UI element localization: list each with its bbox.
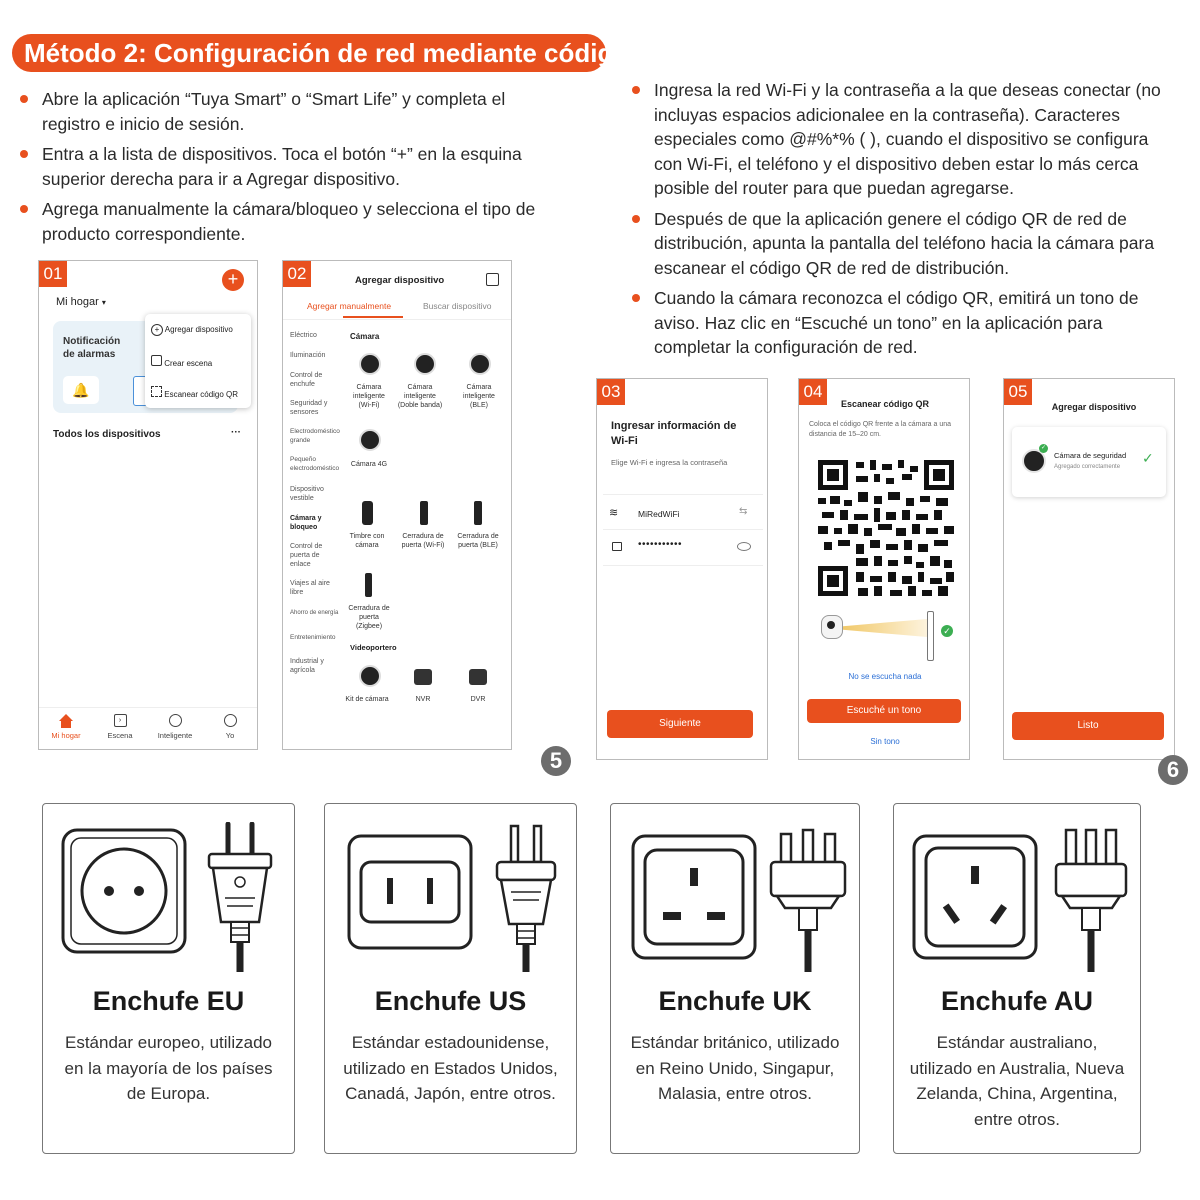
device-name: Cámara de seguridad: [1054, 451, 1127, 460]
add-menu-popup: [145, 314, 251, 408]
scan-beam: [843, 619, 927, 637]
step-badge: 02: [283, 261, 311, 287]
bottom-tab-bar: [39, 707, 257, 750]
scene-tab-icon: ›: [114, 714, 127, 727]
lock-icon[interactable]: [474, 501, 482, 525]
lock-icon: [612, 542, 622, 551]
category-item[interactable]: Dispositivo vestible: [290, 486, 324, 502]
section-video-title: Videoportero: [350, 643, 397, 652]
category-item[interactable]: Control de puerta de enlace: [290, 543, 323, 568]
right-instructions: [630, 78, 1170, 366]
added-device-card: [1012, 427, 1166, 497]
camera-icon[interactable]: [414, 353, 436, 375]
category-item[interactable]: Electrodoméstico grande: [290, 428, 340, 444]
eu-socket-illustration: [59, 826, 189, 956]
device-label: Cámara inteligente (BLE): [463, 384, 495, 409]
switch-network-icon[interactable]: ⇆: [739, 506, 748, 517]
step-badge: 01: [39, 261, 67, 287]
plus-circle-icon: +: [151, 324, 163, 336]
category-item[interactable]: Seguridad y sensores: [290, 400, 328, 416]
nvr-icon[interactable]: [414, 669, 432, 685]
device-label: Cerradura de puerta (BLE): [457, 533, 499, 549]
uk-socket-illustration: [629, 832, 759, 962]
scan-icon: [151, 386, 162, 397]
next-button[interactable]: Siguiente: [607, 710, 753, 738]
plug-description: Estándar australiano, utilizado en Australia, Nueva Zelanda, China, Argentina, entre otros.: [909, 1033, 1125, 1129]
device-label: Cámara inteligente (Doble banda): [397, 384, 443, 409]
category-item[interactable]: Pequeño electrodoméstico: [290, 456, 340, 472]
plug-description: Estándar británico, utilizado en Reino Unido, Singapur, Malasia, entre otros.: [630, 1033, 840, 1103]
category-item[interactable]: Control de enchufe: [290, 372, 323, 388]
device-label: Cerradura de puerta (Wi-Fi): [401, 533, 445, 549]
divider: [603, 494, 763, 495]
tab-scene[interactable]: › Escena: [95, 714, 145, 741]
plug-title: Enchufe UK: [658, 986, 812, 1016]
wifi-icon: ≋: [609, 507, 619, 519]
phone-screen-03: [596, 378, 768, 760]
category-item[interactable]: Viajes al aire libre: [290, 580, 330, 596]
camera-icon[interactable]: [359, 353, 381, 375]
instruction-item: Abre la aplicación “Tuya Smart” o “Smart Life” y completa el registro e inicio de sesión.: [18, 87, 558, 136]
bell-icon[interactable]: 🔔: [63, 376, 99, 404]
device-label: Cerradura de puerta (Zigbee): [348, 605, 390, 630]
tab-me[interactable]: Yo: [205, 714, 255, 741]
scene-icon: [151, 355, 162, 366]
home-selector[interactable]: [56, 296, 106, 308]
tab-smart[interactable]: Inteligente: [150, 714, 200, 741]
tab-underline: [343, 316, 403, 318]
smart-icon: [169, 714, 182, 727]
device-label: DVR: [470, 696, 486, 703]
menu-item-scan-qr[interactable]: Escanear código QR: [151, 386, 251, 399]
home-label: Mi hogar: [56, 296, 99, 308]
section-title: Método 2: Configuración de red mediante código QR: [12, 34, 606, 72]
plug-title: Enchufe US: [374, 986, 527, 1016]
tab-add-manually[interactable]: Agregar manualmente: [307, 301, 392, 311]
divider: [603, 529, 763, 530]
instruction-item: Agrega manualmente la cámara/bloqueo y selecciona el tipo de producto correspondiente.: [18, 197, 558, 246]
instruction-item: Cuando la cámara reconozca el código QR, emitirá un tono de aviso. Haz clic en “Escuché un tono” en la aplicación para completar la configuración de red.: [630, 286, 1170, 360]
chevron-down-icon: ▾: [101, 298, 106, 307]
phone-outline-icon: [927, 611, 934, 661]
all-devices-label: Todos los dispositivos: [53, 429, 161, 440]
plus-button[interactable]: +: [222, 269, 244, 291]
no-tone-link[interactable]: Sin tono: [870, 737, 900, 746]
category-item[interactable]: Eléctrico: [290, 332, 317, 339]
uk-plug-illustration: [767, 828, 849, 972]
screen-title: Escanear código QR: [840, 399, 930, 409]
phone-screen-05: [1003, 378, 1175, 760]
screen-title: Agregar dispositivo: [355, 275, 445, 286]
menu-item-add-device[interactable]: + Agregar dispositivo: [151, 324, 251, 336]
eye-icon[interactable]: [737, 542, 751, 551]
us-socket-illustration: [345, 832, 475, 952]
device-label: NVR: [415, 696, 431, 703]
tab-search-device[interactable]: Buscar dispositivo: [423, 301, 492, 311]
home-icon-body: [61, 721, 71, 728]
step-number: 6: [1158, 755, 1188, 785]
au-socket-illustration: [910, 832, 1040, 962]
success-check-icon: ✓: [1142, 450, 1154, 466]
screen-subtitle: Elige Wi-Fi e ingresa la contraseña: [611, 458, 728, 467]
qr-code: [816, 458, 956, 598]
scan-icon[interactable]: [486, 273, 499, 286]
menu-item-create-scene[interactable]: Crear escena: [151, 355, 251, 368]
camera-lens-icon: [827, 621, 835, 629]
screen-title: Agregar dispositivo: [1051, 402, 1137, 412]
phone-screen-02: [282, 260, 512, 750]
dvr-icon[interactable]: [469, 669, 487, 685]
device-label: Cámara inteligente (Wi-Fi): [353, 384, 385, 409]
category-item[interactable]: Iluminación: [290, 352, 326, 359]
screen-title: Ingresar información de Wi-Fi: [611, 420, 737, 447]
category-item-selected[interactable]: Cámara y bloqueo: [290, 515, 322, 531]
plug-title: Enchufe EU: [92, 986, 245, 1016]
done-button[interactable]: Listo: [1012, 712, 1164, 740]
device-label: Kit de cámara: [345, 696, 389, 703]
scan-instruction: Coloca el código QR frente a la cámara a una distancia de 15–20 cm.: [809, 421, 952, 438]
instruction-item: Entra a la lista de dispositivos. Toca el botón “+” en la esquina superior derecha para ir a Agregar dispositivo.: [18, 142, 558, 191]
instruction-item: Después de que la aplicación genere el código QR de red de distribución, apunta la pantalla del teléfono hacia la cámara para escanear el código QR de red de distribución.: [630, 207, 1170, 281]
us-plug-illustration: [491, 824, 561, 972]
doorbell-icon[interactable]: [362, 501, 373, 525]
password-field[interactable]: •••••••••••: [638, 539, 683, 550]
plug-card-au: [893, 803, 1141, 1154]
au-plug-illustration: [1052, 828, 1130, 972]
divider: [603, 565, 763, 566]
step-number: 5: [541, 746, 571, 776]
check-circle-icon: ✓: [941, 625, 953, 637]
step-badge: 03: [597, 379, 625, 405]
left-instructions: [18, 87, 558, 252]
home-icon: [59, 714, 73, 721]
eu-plug-illustration: [201, 822, 279, 972]
plug-card-uk: [610, 803, 860, 1154]
category-item[interactable]: Entretenimiento: [290, 634, 336, 641]
phone-screen-01: [38, 260, 258, 750]
category-item[interactable]: Industrial y agrícola: [290, 658, 324, 674]
more-icon[interactable]: ···: [231, 427, 241, 438]
tab-divider: [283, 319, 511, 320]
plug-card-eu: [42, 803, 295, 1154]
section-camera-title: Cámara: [350, 332, 380, 341]
no-sound-link[interactable]: No se escucha nada: [848, 672, 922, 681]
device-label: Timbre con cámara: [349, 533, 385, 549]
user-icon: [224, 714, 237, 727]
device-label: Cámara 4G: [350, 461, 388, 468]
plug-card-us: [324, 803, 577, 1154]
lock-icon[interactable]: [365, 573, 372, 597]
camera-icon[interactable]: [469, 353, 491, 375]
device-status: Agregado correctamente: [1054, 464, 1121, 470]
plug-description: Estándar europeo, utilizado en la mayoría de los países de Europa.: [64, 1033, 273, 1103]
plug-description: Estándar estadounidense, utilizado en Estados Unidos, Canadá, Japón, entre otros.: [343, 1033, 558, 1103]
lock-icon[interactable]: [420, 501, 428, 525]
plug-title: Enchufe AU: [940, 986, 1093, 1016]
camera-kit-icon[interactable]: [359, 665, 381, 687]
check-badge-icon: ✓: [1040, 445, 1047, 451]
wifi-ssid-field[interactable]: MiRedWiFi: [638, 509, 680, 519]
step-badge: 04: [799, 379, 827, 405]
tab-home[interactable]: Mi hogar: [41, 714, 91, 741]
alarm-card-title: Notificación de alarmas: [63, 336, 121, 360]
camera-4g-icon[interactable]: [359, 429, 381, 451]
step-badge: 05: [1004, 379, 1032, 405]
heard-tone-button[interactable]: Escuché un tono: [807, 699, 961, 723]
instruction-item: Ingresa la red Wi-Fi y la contraseña a la que deseas conectar (no incluyas espacios adicionalee en la contraseña). Caracteres especiales como @#%*% ( ), cuando el dispositivo se configura con Wi-Fi, el teléfono y el dispositivo deben estar lo más cerca posible del router para que puedan agregarse.: [630, 78, 1170, 201]
category-item[interactable]: Ahorro de energía: [290, 610, 339, 616]
phone-screen-04: [798, 378, 970, 760]
